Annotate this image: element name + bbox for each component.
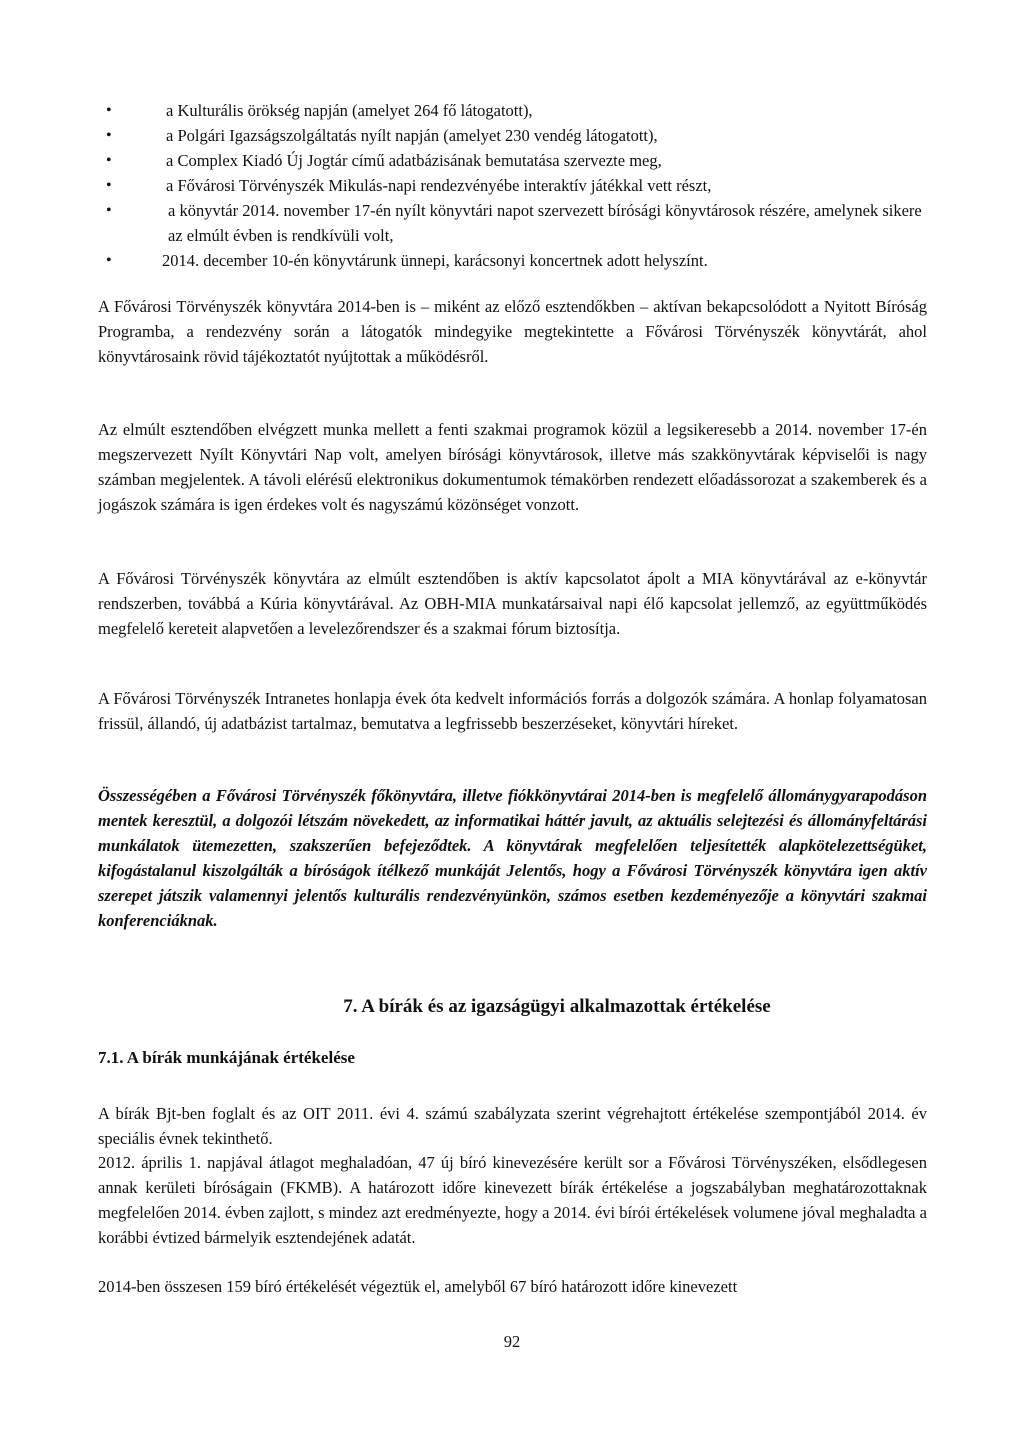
- paragraph-new-judges: 2012. április 1. napjával átlagot meghaladóan, 47 új bíró kinevezésére került sor a Fővárosi Törvényszéken, elsődlegesen annak kerületi bíróságain (FKMB). A határozott időre kinevezett bírák értékelése a jogszabályban meghatározottaknak megfelelően 2014. évben zajlott, s mindez azt eredményezte, hogy a 2014. évi bírói értékelések volumene jóval meghaladta a korábbi évtized bármelyik esztendejének adatát.: [98, 1153, 927, 1247]
- summary-paragraph: Összességében a Fővárosi Törvényszék főkönyvtára, illetve fiókkönyvtárai 2014-ben is megfelelő állománygyarapodáson mentek keresztül, a dolgozói létszám növekedett, az informatikai háttér javult, az aktuális selejtezési és állományfeltárási munkálatok ütemezetten, szakszerűen befejeződtek. A könyvtárak megfelelően teljesítették alapkötelezettségüket, kifogástalanul kiszolgálták a bíróságok ítélkező munkáját Jelentős, hogy a Fővárosi Törvényszék könyvtára igen aktív szerepet játszik valamennyi jelentős kulturális rendezvényünkön, számos esetben kezdeményezője a könyvtári szakmai konferenciáknak.: [98, 786, 927, 930]
- list-item: [96, 123, 936, 148]
- list-item-text: a Complex Kiadó Új Jogtár című adatbázisának bemutatása szervezte meg,: [166, 151, 662, 170]
- list-item-text: a Polgári Igazságszolgáltatás nyílt napján (amelyet 230 vendég látogatott),: [166, 126, 658, 145]
- bullet-icon: •: [106, 202, 112, 219]
- list-item-text: a Kulturális örökség napján (amelyet 264 fő látogatott),: [166, 101, 533, 120]
- bullet-icon: •: [106, 127, 112, 144]
- paragraph-evaluation-basis: A bírák Bjt-ben foglalt és az OIT 2011. évi 4. számú szabályzata szerint végrehajtott értékelése szempontjából 2014. év speciális évnek tekinthető.: [98, 1104, 927, 1148]
- list-item: [96, 98, 936, 123]
- paragraph-open-court: A Fővárosi Törvényszék könyvtára 2014-ben is – miként az előző esztendőkben – aktívan bekapcsolódott a Nyitott Bíróság Programba, a rendezvény során a látogatók mindegyike megtekintette a Fővárosi Törvényszék könyvtárát, ahol könyvtárosaink rövid tájékoztatót nyújtottak a működésről.: [98, 297, 927, 366]
- list-item-text: a Fővárosi Törvényszék Mikulás-napi rendezvényébe interaktív játékkal vett részt,: [166, 176, 712, 195]
- paragraph-library-day: Az elmúlt esztendőben elvégzett munka mellett a fenti szakmai programok közül a legsikeresebb a 2014. november 17-én megszervezett Nyílt Könyvtári Nap volt, amelyen bírósági könyvtárosok, illetve más szakkönyvtárak képviselői is nagy számban megjelentek. A távoli elérésű elektronikus dokumentumok témakörben rendezett előadássorozat a szakemberek és a jogászok számára is igen érdekes volt és nagyszámú közönséget vonzott.: [98, 420, 927, 514]
- list-item-text: a könyvtár 2014. november 17-én nyílt könyvtári napot szervezett bírósági könyvtárosok részére, amelynek sikere az elmúlt évben is rendkívüli volt,: [168, 201, 922, 245]
- paragraph-evaluation-count: 2014-ben összesen 159 bíró értékelését végeztük el, amelyből 67 bíró határozott időre kinevezett: [98, 1277, 738, 1296]
- list-item: [96, 198, 936, 248]
- subsection-heading: 7.1. A bírák munkájának értékelése: [98, 1048, 355, 1067]
- page-number: 92: [503, 1332, 521, 1351]
- list-item: [96, 248, 936, 273]
- bullet-icon: •: [106, 152, 112, 169]
- bullet-icon: •: [106, 252, 112, 269]
- list-item: [96, 148, 936, 173]
- list-item-text: 2014. december 10-én könyvtárunk ünnepi, karácsonyi koncertnek adott helyszínt.: [162, 251, 708, 270]
- list-item: [96, 173, 936, 198]
- paragraph-mia-relations: A Fővárosi Törvényszék könyvtára az elmúlt esztendőben is aktív kapcsolatot ápolt a MIA könyvtárával az e-könyvtár rendszerben, továbbá a Kúria könyvtárával. Az OBH-MIA munkatársaival napi élő kapcsolat jellemző, az együttműködés megfelelő kereteit alapvetően a levelezőrendszer és a szakmai fórum biztosítja.: [98, 569, 927, 638]
- section-heading: 7. A bírák és az igazságügyi alkalmazottak értékelése: [343, 996, 771, 1017]
- bullet-list: [96, 98, 936, 273]
- bullet-icon: •: [106, 102, 112, 119]
- paragraph-intranet: A Fővárosi Törvényszék Intranetes honlapja évek óta kedvelt információs forrás a dolgozók számára. A honlap folyamatosan frissül, állandó, új adatbázist tartalmaz, bemutatva a legfrissebb beszerzéseket, könyvtári híreket.: [98, 689, 927, 733]
- bullet-icon: •: [106, 177, 112, 194]
